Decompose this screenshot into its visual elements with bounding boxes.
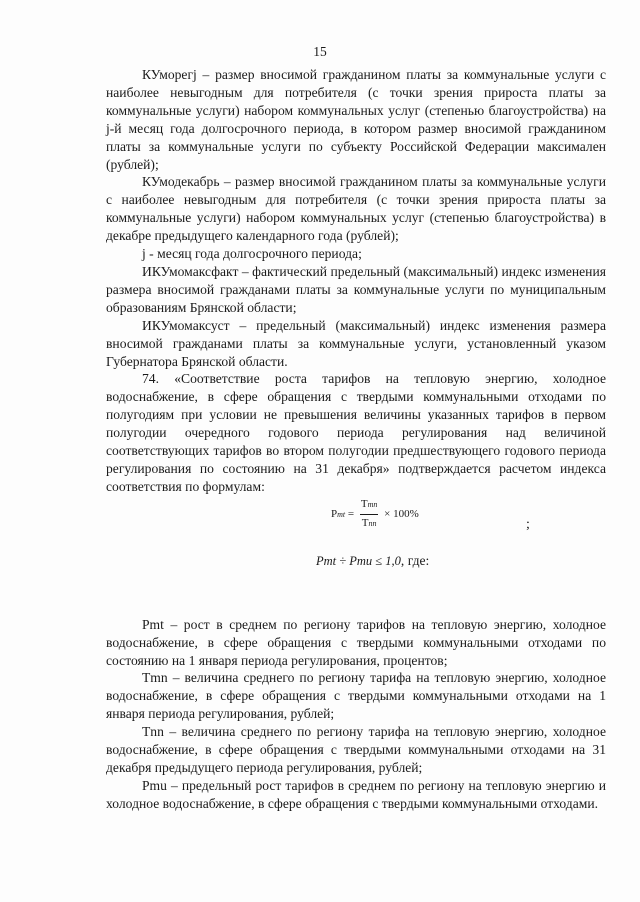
formula-pmt — [106, 496, 606, 552]
paragraph-kumodekabr: КУмодекабрь – размер вносимой гражданином платы за коммунальные услуги с наиболее невыгодным для потребителя (с точки зрения прироста платы за коммунальные услуги) набором коммунальных услуг (степенью благоустройства) в декабре предыдущего календарного года (рублей); — [106, 174, 606, 244]
paragraph-tnn-definition: Tnn – величина среднего по региону тарифа на тепловую энергию, холодное водоснабжение, в сфере обращения с твердыми коммунальными отходами на 31 декабря предыдущего периода регулирования, рублей; — [106, 724, 606, 775]
paragraph-pmt-definition: Pmt – рост в среднем по региону тарифов на тепловую энергию, холодное водоснабжение, в сфере обращения с твердыми коммунальными отходами по состоянию на 1 января периода регулирования, процентов; — [106, 616, 606, 668]
document-body — [106, 66, 606, 813]
formula-fraction — [360, 496, 379, 533]
paragraph-j-definition: j - месяц года долгосрочного периода; — [142, 246, 362, 262]
formula-lhs: P — [331, 507, 338, 520]
paragraph-ikumomaksfakt: ИКУмомаксфакт – фактический предельный (максимальный) индекс изменения размера вносимой гражданами платы за коммунальные услуги по муниципальным образованиям Брянской области; — [106, 263, 606, 315]
page-number: 15 — [313, 44, 327, 59]
formula-pmt-pmu — [106, 552, 606, 600]
formula-lhs-subscript: mt — [337, 509, 346, 519]
formula-equals: = — [347, 507, 355, 520]
paragraph-tmn-definition: Tmn – величина среднего по региону тарифа на тепловую энергию, холодное водоснабжение, в сфере обращения с твердыми коммунальными отходами на 1 января периода регулирования, рублей; — [106, 670, 606, 722]
formula-pmt-pmu-expression: Pmt ÷ Pmu ≤ 1,0, где: — [316, 552, 430, 568]
formula-numerator: Tmn — [360, 496, 379, 515]
paragraph-pmu-definition: Pmu – предельный рост тарифов в среднем по региону на тепловую энергию и холодное водоснабжение, в сфере обращения с твердыми коммунальными отходами. — [106, 777, 606, 811]
paragraph-kumoregj: КУморегj – размер вносимой гражданином платы за коммунальные услуги с наиболее невыгодным для потребителя (с точки зрения прироста платы за коммунальные услуги) набором коммунальных услуг (степенью благоустройства) на j-й месяц года долгосрочного периода, в котором размер вносимой гражданином платы за коммунальные услуги по субъекту Российской Федерации максимален (рублей); — [106, 67, 606, 172]
paragraph-item-74: 74. «Соответствие роста тарифов на тепловую энергию, холодное водоснабжение, в сфере обращения с твердыми коммунальными отходами по полугодиям при условии не превышения величины указанных тарифов в первом полугодии очередного годового периода регулирования над величиной соответствующих тарифов во втором полугодии предшествующего годового периода регулирования по состоянию на 31 декабря» подтверждается расчетом индекса соответствия по формулам: — [106, 371, 606, 494]
formula-suffix: , где: — [400, 552, 430, 568]
formula-denominator: Tnn — [361, 516, 377, 529]
formula-multiplier: × 100% — [384, 507, 419, 520]
formula-semicolon: ; — [526, 516, 530, 532]
paragraph-ikumomaksust: ИКУмомаксуст – предельный (максимальный) индекс изменения размера вносимой гражданами платы за коммунальные услуги, установленный указом Губернатора Брянской области. — [106, 317, 606, 369]
formula-pmt-expression — [331, 496, 419, 533]
